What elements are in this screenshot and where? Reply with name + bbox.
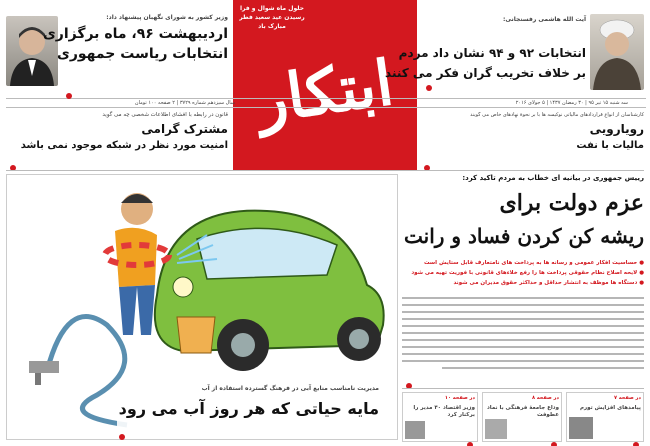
story-headline: انتخابات ۹۲ و ۹۴ نشان داد مردم: [398, 46, 586, 60]
page-ref-dot[interactable]: [424, 156, 430, 175]
story-headline: رویارویی: [589, 122, 644, 136]
page-ref-icon: [467, 442, 473, 446]
lead-bullet-text: حساسیت افکار عمومی و رسانه ها به پرداخت های نامتعارف قابل ستایش است: [423, 260, 638, 266]
box-title: پیامدهای افزایش تورم: [579, 405, 641, 411]
story-top-left[interactable]: [6, 6, 228, 96]
masthead: [233, 0, 417, 170]
story-kicker: آیت الله هاشمی رفسنجانی:: [503, 16, 586, 23]
story-kicker: قانون در رابطه با افشای اطلاعات شخصی چه می گوید: [102, 112, 228, 118]
lead-story[interactable]: [402, 174, 644, 384]
page-ref-icon: [551, 442, 557, 446]
story-headline-2: مالیات با نفت: [576, 140, 644, 151]
page-ref-dot[interactable]: [426, 76, 432, 95]
bottom-box-mid[interactable]: [482, 392, 562, 442]
fitr-note: حلول ماه شوال و فرا رسیدن عید سعید فطر مبارک باد: [239, 5, 305, 30]
page-ref-dot[interactable]: [66, 84, 72, 103]
cleric-portrait-icon: [590, 14, 644, 90]
box-kicker: در صفحه ۸: [531, 395, 559, 401]
lead-kicker: رییس جمهوری در بیانیه ای خطاب به مردم تاکید کرد:: [462, 174, 644, 182]
story-kicker: کارشناسان از انواع قراردادهای مالیاتی نوکیسه ها با بر نحوهٔ نهادهای خاص می گویند: [470, 112, 644, 118]
story-mid-left[interactable]: [6, 112, 228, 168]
story-headline-2: امنیت مورد نظر در شبکه موجود نمی باشد: [20, 140, 228, 151]
cartoon-caption-title: مایه حیاتی که هر روز آب می رود: [118, 399, 379, 418]
lead-bullet: ● دستگاه ها موظف به انتشار حداقل و حداکثر حقوق مدیران می شوند: [453, 280, 644, 286]
page-ref-icon: [66, 93, 72, 99]
date-strip: [6, 98, 646, 108]
lead-headline: عزم دولت برای: [499, 190, 644, 216]
page-ref-dot[interactable]: [10, 156, 16, 175]
bottom-divider: [402, 388, 644, 389]
section-divider: [6, 170, 644, 171]
lead-bullet: ● حساسیت افکار عمومی و رسانه ها به پرداخت های نامتعارف قابل ستایش است: [423, 260, 644, 266]
page-ref-dot[interactable]: [551, 433, 557, 446]
lead-body-text: [402, 294, 644, 380]
box-thumb: [405, 421, 425, 439]
story-top-right[interactable]: [385, 6, 644, 96]
lead-bullet-text: دستگاه ها موظف به انتشار حداقل و حداکثر حقوق مدیران می شوند: [453, 280, 638, 286]
page-ref-dot[interactable]: [406, 374, 412, 393]
box-thumb: [569, 417, 593, 439]
box-thumb: [485, 419, 507, 439]
cartoon-panel[interactable]: [6, 174, 398, 440]
page-ref-icon: [633, 442, 639, 446]
lead-bullet-text: لایحه اصلاح نظام حقوقی پرداخت ها را رفع خلاءهای قانونی با فوریت تهیه می شود: [411, 270, 638, 276]
date-left: سال سیزدهم شماره ۳۷۲۹ | ۲ صفحه ۱۰۰ تومان: [134, 100, 235, 106]
page-ref-dot[interactable]: [467, 433, 473, 446]
story-mid-right[interactable]: [422, 112, 644, 168]
bottom-box-left[interactable]: [402, 392, 478, 442]
bottom-box-right[interactable]: [566, 392, 644, 442]
cleric-photo: [590, 14, 644, 90]
lead-headline-2: ریشه کن کردن فساد و رانت: [404, 224, 644, 248]
story-headline-2: انتخابات ریاست جمهوری: [57, 46, 228, 62]
box-title: وداع جامعهٔ فرهنگی با نماد عطوفت: [486, 405, 559, 418]
story-headline-2: بر خلاف تخریب گران فکر می کنند: [385, 66, 586, 80]
page-ref-icon: [426, 85, 432, 91]
lead-bullet: ● لایحه اصلاح نظام حقوقی پرداخت ها را رفع خلاءهای قانونی با فوریت تهیه می شود: [411, 270, 644, 276]
date-right: سه شنبه ۱۵ تیر ۹۵ | ۳۰ رمضان ۱۴۳۷ | ۵ جولای ۲۰۱۶: [515, 100, 628, 106]
story-headline: اردیبهشت ۹۶، ماه برگزاری: [42, 26, 228, 42]
logo-wordmark: ابتکار: [252, 45, 398, 138]
page-ref-dot[interactable]: [119, 425, 125, 444]
box-title: وزیر اقتصاد ۴۰ مدیر را برکنار کرد: [413, 405, 475, 418]
box-kicker: در صفحه ۱۰: [444, 395, 475, 401]
cartoon-caption-box: [117, 385, 381, 433]
cartoon-caption-kicker: مدیریت نامناسب منابع آبی در فرهنگ گسترده استفاده از آب: [201, 385, 379, 392]
story-headline: مشترک گرامی: [141, 122, 228, 136]
page-ref-icon: [119, 434, 125, 440]
box-kicker: در صفحه ۷: [613, 395, 641, 401]
page-ref-dot[interactable]: [633, 433, 639, 446]
story-kicker: وزیر کشور به شورای نگهبان پیشنهاد داد:: [106, 14, 228, 21]
